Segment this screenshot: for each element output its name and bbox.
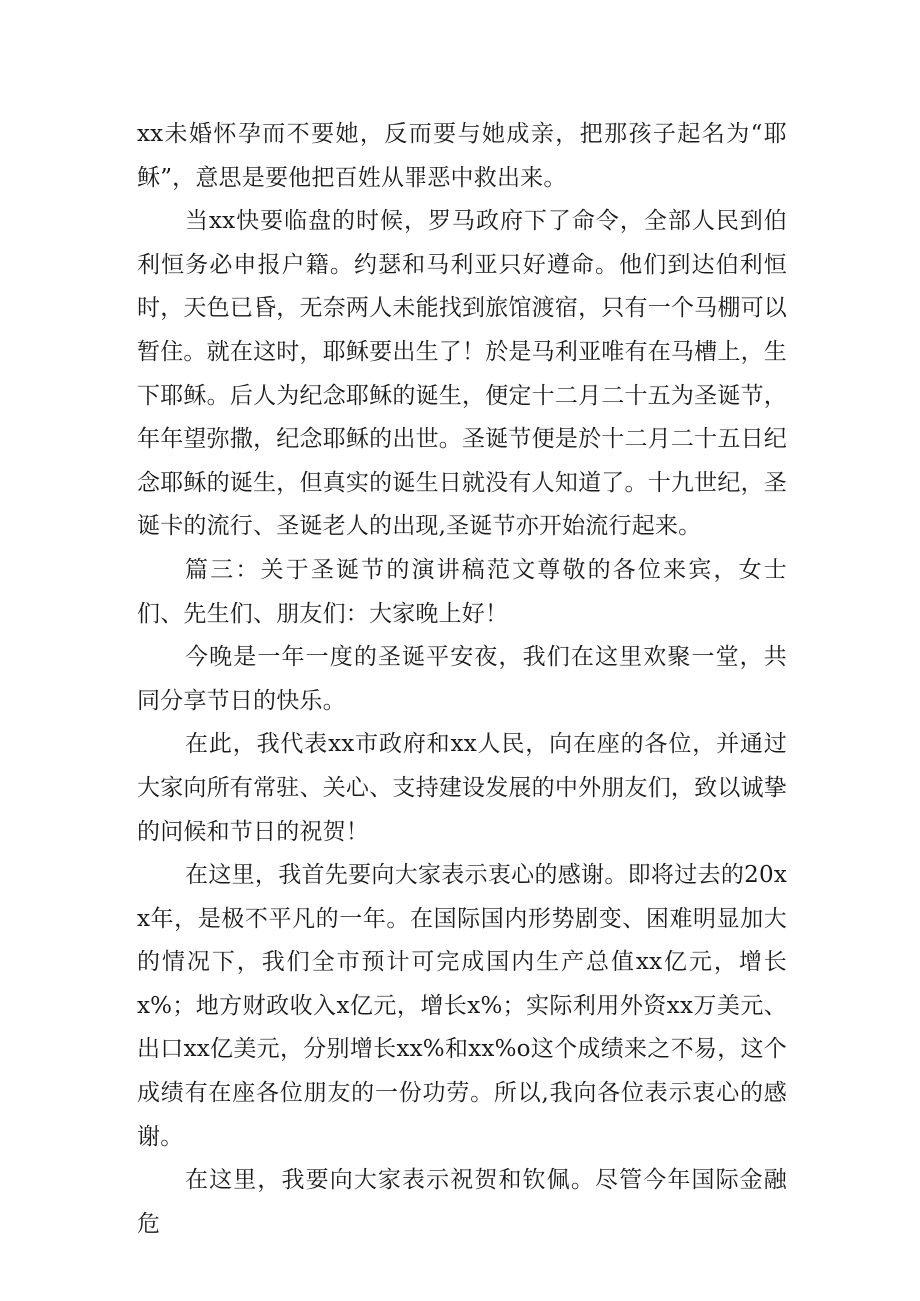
paragraph-4: 今晚是一年一度的圣诞平安夜，我们在这里欢聚一堂，共同分享节日的快乐。 — [137, 644, 787, 714]
body-text — [137, 113, 787, 1246]
paragraph-2: 当xx快要临盘的时候，罗马政府下了命令，全部人民到伯利恒务必申报户籍。约瑟和马利亚只好遵命。他们到达伯利恒时，天色已昏，无奈两人未能找到旅馆渡宿，只有一个马棚可以暂住。就在这时，耶稣要出生了！於是马利亚唯有在马槽上，生下耶稣。后人为纪念耶稣的诞生，便定十二月二十五为圣诞节，年年望弥撒，纪念耶稣的出世。圣诞节便是於十二月二十五日纪念耶稣的诞生，但真实的诞生日就没有人知道了。十九世纪，圣诞卡的流行、圣诞老人的出现,圣诞节亦开始流行起来。 — [137, 208, 787, 540]
paragraph-1: xx未婚怀孕而不要她，反而要与她成亲，把那孩子起名为“耶稣”，意思是要他把百姓从罪恶中救出来。 — [137, 121, 787, 191]
paragraph-3: 篇三：关于圣诞节的演讲稿范文尊敬的各位来宾，女士们、先生们、朋友们：大家晚上好！ — [137, 556, 787, 627]
paragraph-7: 在这里，我要向大家表示祝贺和钦佩。尽管今年国际金融危 — [137, 1167, 787, 1237]
paragraph-6: 在这里，我首先要向大家表示衷心的感谢。即将过去的20xx年，是极不平凡的一年。在国际国内形势剧变、困难明显加大的情况下，我们全市预计可完成国内生产总值xx亿元，增长x%；地方财政收入x亿元，增长x%；实际利用外资xx万美元、出口xx亿美元，分别增长xx%和xx%o这个成绩来之不易，这个成绩有在座各位朋友的一份功劳。所以,我向各位表示衷心的感谢。 — [137, 862, 787, 1150]
paragraph-5: 在此，我代表xx市政府和xx人民，向在座的各位，并通过大家向所有常驻、关心、支持建设发展的中外朋友们，致以诚挚的问候和节日的祝贺！ — [137, 731, 787, 845]
